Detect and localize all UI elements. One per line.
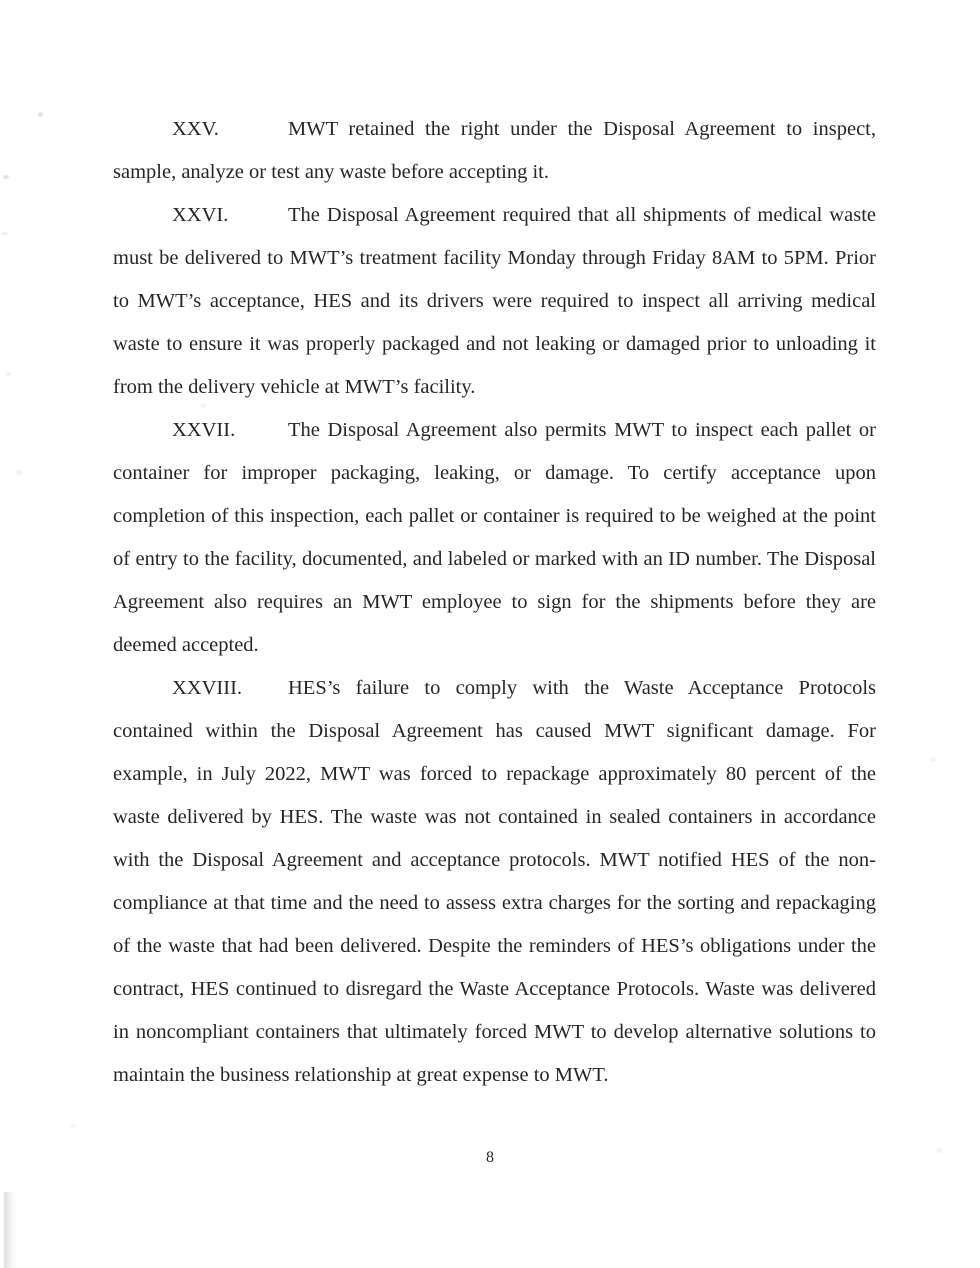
scan-speck [70, 1124, 76, 1128]
paragraph-marker-roman: XXVI. [172, 204, 229, 226]
scan-speck [1, 232, 8, 235]
scan-speck [3, 175, 9, 179]
paragraph-marker-roman: XXVIII. [172, 677, 243, 699]
scan-artifact-left-edge [4, 1192, 18, 1268]
document-body [113, 108, 876, 1097]
paragraph-text: The Disposal Agreement also permits MWT to inspect each pallet or container for improper packaging, leaking, or damage. To certify acceptance upon completion of this inspection, each pallet or container is required to be weighed at the point of entry to the facility, documented, and labeled or marked with an ID number. The Disposal Agreement also requires an MWT employee to sign for the shipments before they are deemed accepted. [113, 419, 876, 656]
paragraph-text: MWT retained the right under the Disposal Agreement to inspect, sample, analyze or test any waste before accepting it. [113, 118, 876, 183]
scan-speck [16, 470, 22, 475]
numbered-paragraph [113, 409, 876, 667]
paragraph-marker-roman: XXV. [172, 118, 219, 140]
paragraph-marker-roman: XXVII. [172, 419, 236, 441]
numbered-paragraph [113, 667, 876, 1097]
paragraph-text: HES’s failure to comply with the Waste Acceptance Protocols contained within the Disposal Agreement has caused MWT significant damage. For example, in July 2022, MWT was forced to repackage approximately 80 percent of the waste delivered by HES. The waste was not contained in sealed containers in accordance with the Disposal Agreement and acceptance protocols. MWT notified HES of the non-compliance at that time and the need to assess extra charges for the sorting and repackaging of the waste that had been delivered. Despite the reminders of HES’s obligations under the contract, HES continued to disregard the Waste Acceptance Protocols. Waste was delivered in noncompliant containers that ultimately forced MWT to develop alternative solutions to maintain the business relationship at great expense to MWT. [113, 677, 876, 1086]
scan-speck [6, 372, 11, 376]
numbered-paragraph [113, 194, 876, 409]
page-number: 8 [486, 1149, 494, 1166]
paragraph-text: The Disposal Agreement required that all shipments of medical waste must be delivered to MWT’s treatment facility Monday through Friday 8AM to 5PM. Prior to MWT’s acceptance, HES and its drivers were required to inspect all arriving medical waste to ensure it was properly packaged and not leaking or damaged prior to unloading it from the delivery vehicle at MWT’s facility. [113, 204, 876, 398]
numbered-paragraph [113, 108, 876, 194]
scan-speck [930, 757, 936, 762]
scan-speck [38, 112, 43, 117]
